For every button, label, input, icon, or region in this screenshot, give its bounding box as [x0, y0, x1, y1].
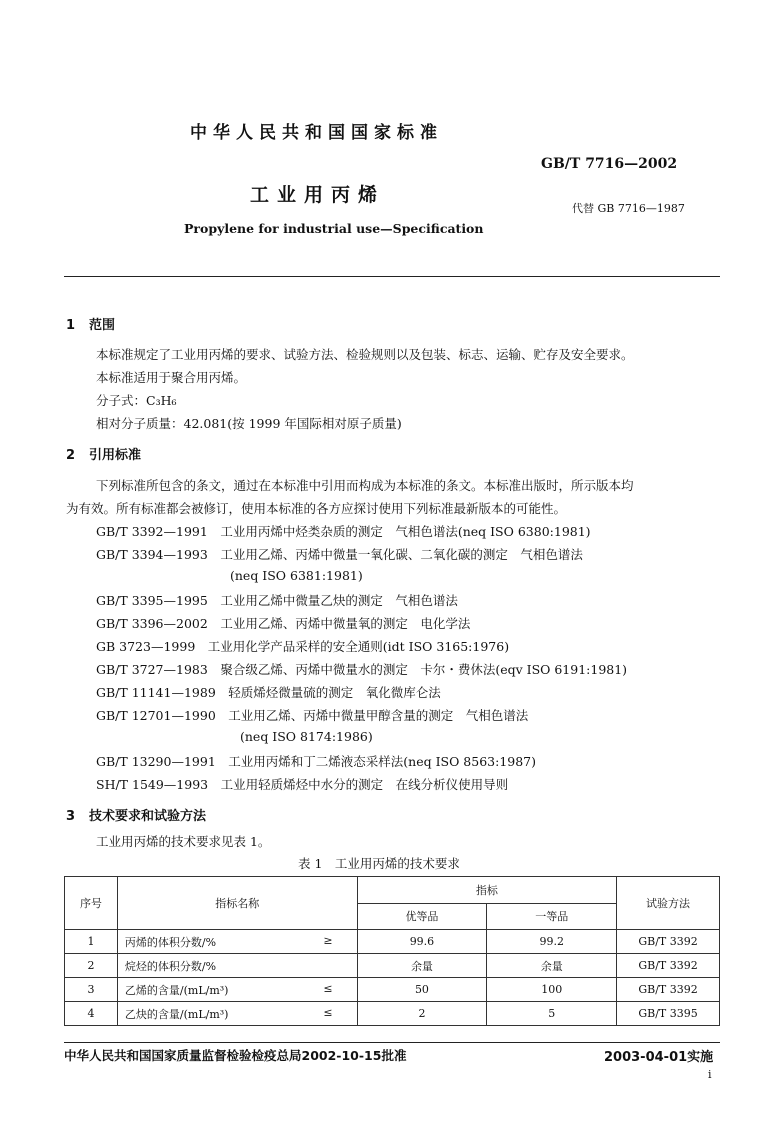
table-cell-first: 余量 [487, 954, 617, 978]
molecular-mass: 相对分子质量：42.081(按 1999 年国际相对原子质量) [96, 416, 402, 431]
national-standard-heading: 中华人民共和国国家标准 [190, 123, 443, 143]
table-row [65, 978, 720, 1002]
paragraph: 下列标准所包含的条文，通过在本标准中引用而构成为本标准的条文。本标准出版时，所示版本均 [96, 478, 634, 493]
item-name: 烷烃的体积分数/% [124, 959, 217, 973]
paragraph: 本标准适用于聚合用丙烯。 [96, 370, 247, 385]
item-name: 丙烯的体积分数/% [124, 935, 217, 949]
reference-item-continuation: (neq ISO 8174:1986) [240, 729, 373, 744]
section-title: 引用标准 [89, 448, 142, 463]
paragraph: 工业用丙烯的技术要求见表 1。 [96, 834, 271, 849]
item-name: 乙炔的含量/(mL/m³) [124, 1007, 229, 1021]
table-row [65, 930, 720, 954]
approval-statement: 中华人民共和国国家质量监督检验检疫总局2002-10-15批准 [64, 1048, 407, 1063]
header-divider [64, 276, 720, 277]
table-row [65, 1002, 720, 1026]
table-cell-superior: 2 [357, 1002, 487, 1026]
table-cell-seq: 3 [65, 978, 118, 1002]
item-name: 乙烯的含量/(mL/m³) [124, 983, 229, 997]
table-header-first: 一等品 [487, 903, 617, 930]
footer-divider [64, 1042, 720, 1043]
replaces-standard: 代替 GB 7716—1987 [572, 202, 685, 215]
spec-table [64, 876, 720, 1026]
table-cell-superior: 余量 [357, 954, 487, 978]
implementation-date: 2003-04-01实施 [604, 1050, 714, 1065]
reference-item: GB/T 11141—1989 轻质烯烃微量硫的测定 氧化微库仑法 [96, 685, 441, 700]
section-number: 3 [66, 809, 76, 824]
reference-item: GB/T 12701—1990 工业用乙烯、丙烯中微量甲醇含量的测定 气相色谱法 [96, 708, 529, 723]
english-title: Propylene for industrial use—Specification [184, 221, 484, 236]
reference-item: GB 3723—1999 工业用化学产品采样的安全通则(idt ISO 3165:1976) [96, 639, 510, 654]
table-cell-method: GB/T 3392 [617, 954, 720, 978]
section-3-heading [66, 805, 206, 824]
table-row [65, 954, 720, 978]
paragraph: 为有效。所有标准都会被修订，使用本标准的各方应探讨使用下列标准最新版本的可能性。 [66, 501, 567, 516]
table-header-indicator: 指标 [357, 877, 617, 904]
section-title: 技术要求和试验方法 [89, 809, 207, 824]
table-cell-first: 100 [487, 978, 617, 1002]
table-cell-superior: 50 [357, 978, 487, 1002]
section-number: 1 [66, 318, 76, 333]
section-title: 范围 [89, 318, 116, 333]
section-1-heading [66, 314, 115, 333]
reference-item: SH/T 1549—1993 工业用轻质烯烃中水分的测定 在线分析仪使用导则 [96, 777, 509, 792]
section-2-heading [66, 444, 141, 463]
comparison-symbol: ≥ [323, 933, 333, 947]
section-number: 2 [66, 448, 76, 463]
table-cell-item [117, 1002, 357, 1026]
table-cell-method: GB/T 3395 [617, 1002, 720, 1026]
reference-item: GB/T 3396—2002 工业用乙烯、丙烯中微量氧的测定 电化学法 [96, 616, 471, 631]
reference-item: GB/T 3727—1983 聚合级乙烯、丙烯中微量水的测定 卡尔・费休法(eqv ISO 6191:1981) [96, 662, 628, 677]
paragraph: 本标准规定了工业用丙烯的要求、试验方法、检验规则以及包装、标志、运输、贮存及安全要求。 [96, 347, 634, 362]
table-cell-method: GB/T 3392 [617, 930, 720, 954]
reference-item: GB/T 13290—1991 工业用丙烯和丁二烯液态采样法(neq ISO 8563:1987) [96, 754, 537, 769]
page-number: i [708, 1068, 712, 1081]
comparison-symbol: ≤ [323, 981, 333, 995]
table-header-method: 试验方法 [617, 877, 720, 930]
table-cell-item [117, 930, 357, 954]
table-cell-superior: 99.6 [357, 930, 487, 954]
table-header-item: 指标名称 [117, 877, 357, 930]
comparison-symbol: ≤ [323, 1005, 333, 1019]
reference-item: GB/T 3394—1993 工业用乙烯、丙烯中微量一氧化碳、二氧化碳的测定 气相色谱法 [96, 547, 583, 562]
molecular-formula: 分子式：C₃H₆ [96, 393, 177, 408]
table-header-seq: 序号 [65, 877, 118, 930]
table-cell-method: GB/T 3392 [617, 978, 720, 1002]
table-cell-first: 99.2 [487, 930, 617, 954]
page-title: 工业用丙烯 [250, 184, 386, 206]
reference-item: GB/T 3392—1991 工业用丙烯中烃类杂质的测定 气相色谱法(neq ISO 6380:1981) [96, 524, 591, 539]
table-caption: 表 1 工业用丙烯的技术要求 [298, 856, 460, 871]
table-cell-seq: 4 [65, 1002, 118, 1026]
table-cell-seq: 2 [65, 954, 118, 978]
table-cell-item [117, 954, 357, 978]
table-header-superior: 优等品 [357, 903, 487, 930]
table-cell-item [117, 978, 357, 1002]
table-cell-seq: 1 [65, 930, 118, 954]
standard-number: GB/T 7716—2002 [541, 156, 678, 172]
reference-item-continuation: (neq ISO 6381:1981) [230, 568, 363, 583]
table-cell-first: 5 [487, 1002, 617, 1026]
reference-item: GB/T 3395—1995 工业用乙烯中微量乙炔的测定 气相色谱法 [96, 593, 458, 608]
